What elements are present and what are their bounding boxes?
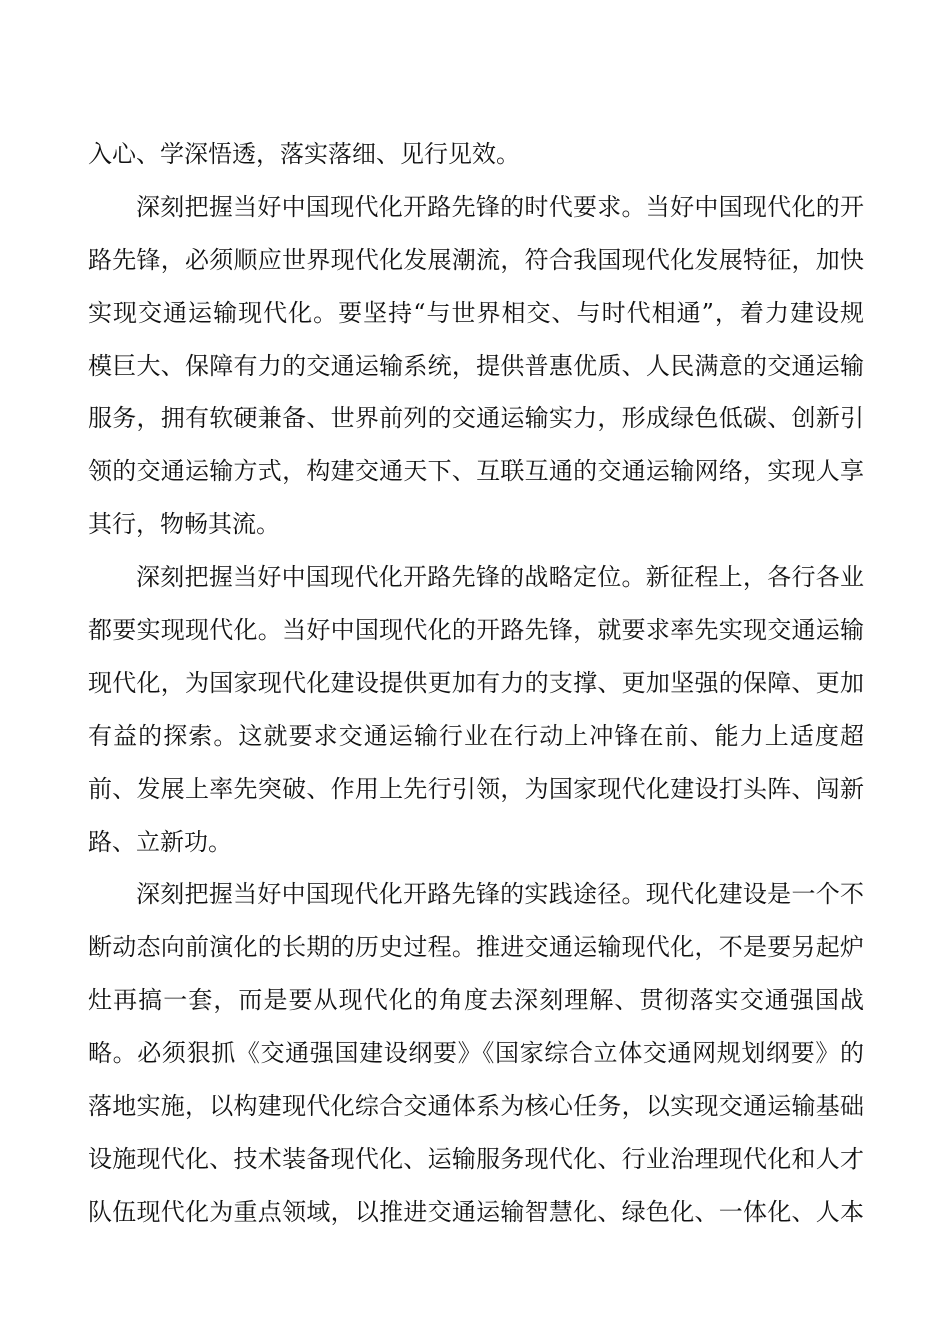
text-line: 路先锋，必须顺应世界现代化发展潮流，符合我国现代化发展特征，加快 (88, 245, 864, 274)
text-line: 路、立新功。 (88, 827, 232, 856)
text-line: 都要实现现代化。当好中国现代化的开路先锋，就要求率先实现交通运输 (88, 616, 864, 645)
document-body (88, 128, 864, 1239)
text-line: 有益的探索。这就要求交通运输行业在行动上冲锋在前、能力上适度超 (88, 721, 864, 750)
text-line: 现代化，为国家现代化建设提供更加有力的支撑、更加坚强的保障、更加 (88, 668, 864, 697)
paragraph-first-line: 深刻把握当好中国现代化开路先锋的战略定位。新征程上，各行各业 (136, 563, 864, 592)
text-line: 略。必须狠抓《交通强国建设纲要》《国家综合立体交通网规划纲要》的 (88, 1039, 864, 1068)
text-line: 前、发展上率先突破、作用上先行引领，为国家现代化建设打头阵、闯新 (88, 774, 864, 803)
text-line: 其行，物畅其流。 (88, 510, 280, 539)
text-line: 灶再搞一套，而是要从现代化的角度去深刻理解、贯彻落实交通强国战 (88, 986, 864, 1015)
text-line: 队伍现代化为重点领域，以推进交通运输智慧化、绿色化、一体化、人本 (88, 1197, 864, 1226)
text-line: 服务，拥有软硬兼备、世界前列的交通运输实力，形成绿色低碳、创新引 (88, 404, 864, 433)
text-line: 落地实施，以构建现代化综合交通体系为核心任务，以实现交通运输基础 (88, 1092, 864, 1121)
text-line: 设施现代化、技术装备现代化、运输服务现代化、行业治理现代化和人才 (88, 1144, 864, 1173)
text-line: 断动态向前演化的长期的历史过程。推进交通运输现代化，不是要另起炉 (88, 933, 864, 962)
paragraph-first-line: 深刻把握当好中国现代化开路先锋的实践途径。现代化建设是一个不 (136, 880, 864, 909)
text-line: 入心、学深悟透，落实落细、见行见效。 (88, 140, 520, 168)
text-line: 实现交通运输现代化。要坚持“与世界相交、与时代相通”，着力建设规 (88, 298, 864, 327)
paragraph-first-line: 深刻把握当好中国现代化开路先锋的时代要求。当好中国现代化的开 (136, 192, 864, 221)
text-line: 模巨大、保障有力的交通运输系统，提供普惠优质、人民满意的交通运输 (88, 351, 864, 380)
text-line: 领的交通运输方式，构建交通天下、互联互通的交通运输网络，实现人享 (88, 457, 864, 486)
